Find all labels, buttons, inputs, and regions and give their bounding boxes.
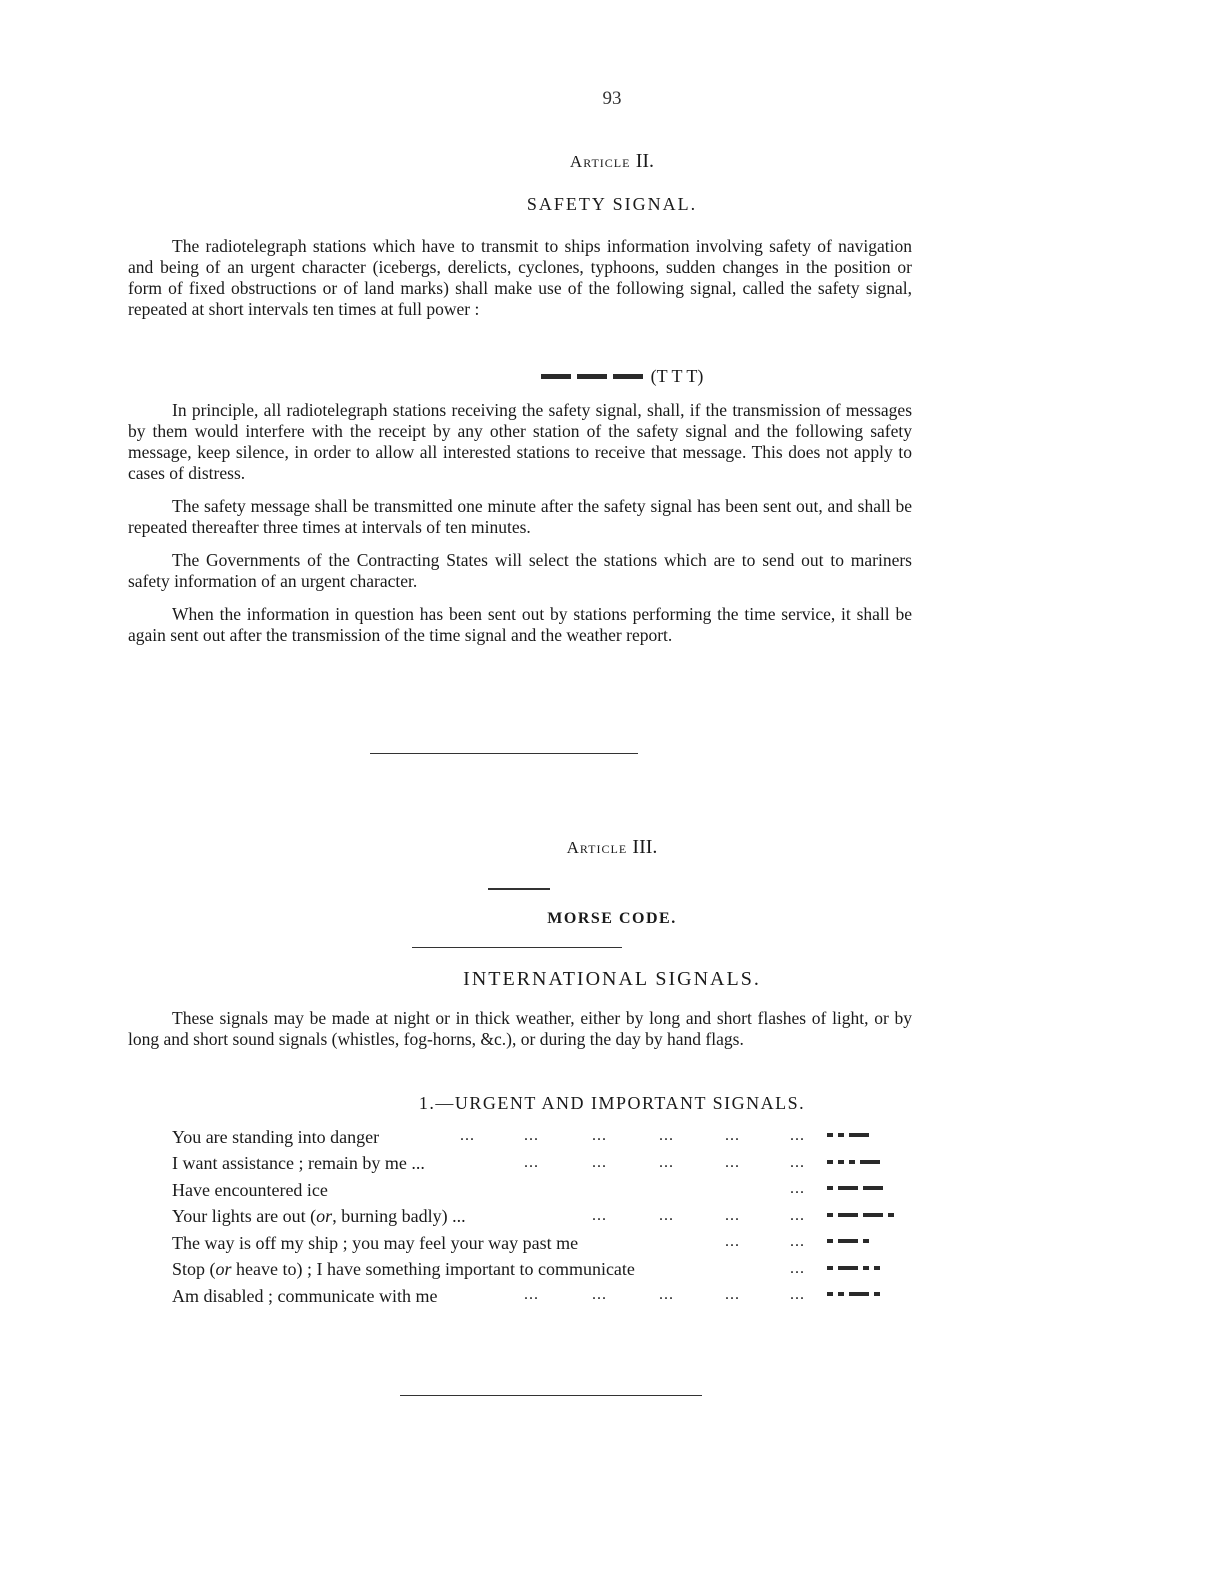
safety-signal-letters: (T T T) <box>650 366 704 386</box>
safety-paragraph-4: The Governments of the Contracting States will select the stations which are to send out to mariners safety information of an urgent character. <box>128 550 912 591</box>
urgent-signals-heading: 1.—URGENT AND IMPORTANT SIGNALS. <box>418 1093 806 1113</box>
morse-dot <box>888 1213 894 1217</box>
title-divider <box>412 947 622 948</box>
morse-dot <box>838 1133 844 1137</box>
article-ii-heading-numeral: II. <box>635 150 655 172</box>
signal-morse-code <box>827 1292 880 1296</box>
safety-paragraph-5: When the information in question has been sent out by stations performing the time service, it shall be again sent out after the transmission of the time signal and the weather report. <box>128 604 912 645</box>
morse-dot <box>827 1160 833 1164</box>
morse-dash <box>577 374 607 379</box>
signal-morse-code <box>827 1239 869 1243</box>
page-number: 93 <box>602 88 622 109</box>
signal-morse-code <box>827 1160 880 1164</box>
morse-dash <box>863 1186 883 1190</box>
article-ii-heading-word: Article <box>569 152 631 171</box>
morse-dash <box>838 1239 858 1243</box>
dot-leaders: ... ... ... ... ... <box>524 1286 805 1303</box>
signal-row <box>172 1151 902 1178</box>
signal-meaning: Am disabled ; communicate with me <box>172 1285 438 1306</box>
safety-paragraph-3: The safety message shall be transmitted one minute after the safety signal has been sent out, and shall be repeated thereafter three times at intervals of ten minutes. <box>128 496 912 537</box>
signal-meaning: The way is off my ship ; you may feel your way past me <box>172 1232 579 1253</box>
signal-meaning: Your lights are out (or, burning badly) ... <box>172 1206 466 1227</box>
morse-dot <box>838 1292 844 1296</box>
signal-row <box>172 1283 902 1310</box>
morse-dot <box>827 1239 833 1243</box>
signal-meaning: Stop (or heave to) ; I have something important to communicate <box>172 1259 635 1280</box>
morse-dot <box>827 1292 833 1296</box>
dot-leaders: ... ... ... ... ... <box>524 1153 805 1171</box>
morse-code-title: MORSE CODE. <box>547 910 677 927</box>
short-divider <box>488 888 550 890</box>
signal-meaning: I want assistance ; remain by me ... <box>172 1153 425 1174</box>
morse-dot <box>827 1266 833 1270</box>
safety-signal-morse <box>541 374 643 379</box>
morse-dash <box>849 1292 869 1296</box>
morse-dash <box>849 1133 869 1137</box>
signal-row <box>172 1257 902 1284</box>
dot-leaders: ... ... ... ... <box>592 1206 805 1224</box>
signal-row <box>172 1204 902 1231</box>
safety-signal-title: SAFETY SIGNAL. <box>526 194 698 214</box>
signal-meaning: You are standing into danger <box>172 1126 380 1147</box>
signal-morse-code <box>827 1213 894 1217</box>
morse-dot <box>827 1186 833 1190</box>
morse-dash <box>613 374 643 379</box>
bottom-divider <box>400 1395 702 1396</box>
article-iii-heading-word: Article <box>566 838 628 857</box>
safety-signal-code <box>0 366 1224 387</box>
signal-morse-code <box>827 1266 880 1270</box>
morse-dot <box>874 1292 880 1296</box>
article-ii-heading <box>0 150 1224 173</box>
safety-paragraph-1: The radiotelegraph stations which have to transmit to ships information involving safety of navigation and being of an urgent character (icebergs, derelicts, cyclones, typhoons, sudden changes in the position or form of fixed obstructions or of land marks) shall make use of the following signal, called the safety signal, repeated at short intervals ten times at full power : <box>128 236 912 319</box>
morse-dash <box>863 1213 883 1217</box>
morse-dash <box>860 1160 880 1164</box>
urgent-signals-list <box>172 1124 902 1310</box>
morse-dash <box>838 1186 858 1190</box>
article-iii-heading <box>0 836 1224 859</box>
section-divider <box>370 753 638 754</box>
morse-dot <box>827 1133 833 1137</box>
signal-row <box>172 1177 902 1204</box>
international-signals-title: INTERNATIONAL SIGNALS. <box>463 968 761 990</box>
signal-meaning: Have encountered ice <box>172 1179 328 1200</box>
safety-paragraph-2: In principle, all radiotelegraph stations receiving the safety signal, shall, if the transmission of messages by them would interfere with the receipt by any other station of the safety signal and the following safety message, keep silence, in order to allow all interested stations to receive that message. This does not apply to cases of distress. <box>128 400 912 483</box>
morse-dash <box>838 1266 858 1270</box>
dot-leaders: ... <box>790 1180 805 1197</box>
morse-dash <box>838 1213 858 1217</box>
morse-dot <box>827 1213 833 1217</box>
morse-dot <box>863 1239 869 1243</box>
signal-row <box>172 1230 902 1257</box>
dot-leaders: ... ... ... ... ... ... <box>460 1127 805 1144</box>
signals-intro: These signals may be made at night or in thick weather, either by long and short flashes of light, or by long and short sound signals (whistles, fog-horns, &c.), or during the day by hand flags. <box>128 1008 912 1049</box>
dot-leaders: ... <box>790 1259 805 1277</box>
morse-dot <box>863 1266 869 1270</box>
signal-morse-code <box>827 1133 869 1137</box>
morse-dot <box>838 1160 844 1164</box>
article-iii-heading-numeral: III. <box>632 836 658 858</box>
morse-dot <box>874 1266 880 1270</box>
morse-dot <box>849 1160 855 1164</box>
dot-leaders: ... ... <box>725 1233 805 1250</box>
morse-dash <box>541 374 571 379</box>
signal-row <box>172 1124 902 1151</box>
signal-morse-code <box>827 1186 883 1190</box>
